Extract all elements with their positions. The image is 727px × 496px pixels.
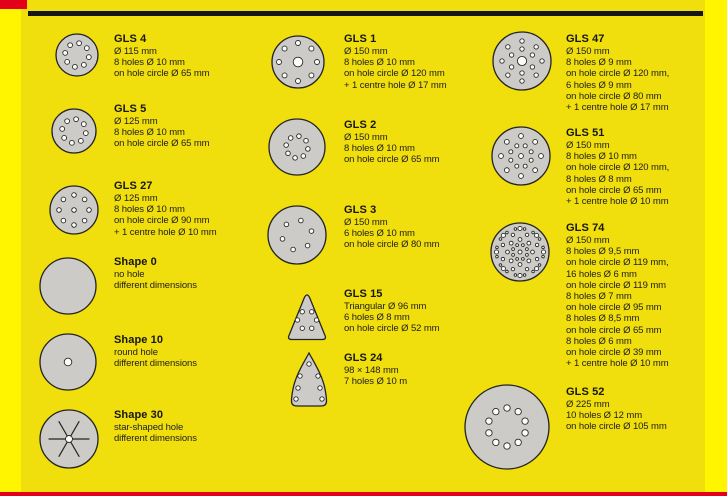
spec-line: no hole <box>114 269 145 280</box>
gls-1-disc-icon <box>270 34 326 90</box>
entry-title: GLS 27 <box>114 180 153 192</box>
gls-52-disc-icon <box>463 383 551 471</box>
entry-title: GLS 2 <box>344 119 377 131</box>
entry-title: Shape 0 <box>114 256 157 268</box>
top-rule-line <box>28 11 703 16</box>
red-corner-accent <box>0 0 27 9</box>
spec-line: on hole circle Ø 80 mm <box>566 90 662 102</box>
entry-title: GLS 5 <box>114 103 147 115</box>
entry-specs <box>566 46 726 113</box>
left-margin-strip <box>0 0 21 496</box>
spec-line: Ø 150 mm <box>344 217 388 228</box>
spec-line: Ø 150 mm <box>344 132 388 143</box>
gls-51-disc-icon <box>490 125 552 187</box>
spec-line: on hole circle Ø 119 mm, <box>566 257 669 269</box>
spec-line: on hole circle Ø 120 mm <box>344 68 445 80</box>
spec-line: on hole circle Ø 105 mm <box>566 421 667 433</box>
spec-line: 6 holes Ø 8 mm <box>344 312 410 324</box>
spec-line: + 1 centre hole Ø 10 mm <box>566 196 669 208</box>
gls-24-delta-pad-icon <box>290 351 329 409</box>
gls-74-disc-icon <box>489 221 551 283</box>
entry-title: GLS 15 <box>344 288 383 300</box>
spec-line: on hole circle Ø 65 mm <box>114 138 210 150</box>
spec-line: 8 holes Ø 10 mm <box>114 127 185 139</box>
spec-line: 8 holes Ø 8 mm <box>566 173 632 185</box>
spec-line: on hole circle Ø 119 mm <box>566 279 666 291</box>
entry-title: GLS 24 <box>344 352 383 364</box>
entry-specs <box>344 132 504 166</box>
spec-line: on hole circle Ø 65 mm <box>344 154 440 166</box>
entry-title: GLS 51 <box>566 127 605 139</box>
entry-title: Shape 30 <box>114 409 164 421</box>
entry-specs <box>566 399 726 433</box>
spec-line: 8 holes Ø 10 mm <box>344 143 415 155</box>
spec-line: different dimensions <box>114 280 197 292</box>
entry-specs <box>344 46 504 91</box>
spec-line: Ø 150 mm <box>566 235 610 246</box>
entry-specs <box>566 235 726 369</box>
entry-title: GLS 74 <box>566 222 605 234</box>
spec-line: Ø 150 mm <box>566 46 610 57</box>
spec-line: Ø 150 mm <box>566 140 610 151</box>
spec-line: Ø 225 mm <box>566 399 610 410</box>
entry-specs <box>344 301 504 335</box>
spec-line: + 1 centre hole Ø 10 mm <box>114 226 217 238</box>
spec-line: Triangular Ø 96 mm <box>344 301 427 312</box>
spec-line: Ø 150 mm <box>344 46 388 57</box>
spec-line: + 1 centre hole Ø 17 mm <box>566 102 669 114</box>
spec-line: 6 holes Ø 9 mm <box>566 79 632 91</box>
spec-line: on hole circle Ø 120 mm, <box>566 162 670 174</box>
spec-line: 8 holes Ø 8,5 mm <box>566 313 640 325</box>
entry-specs <box>344 217 504 251</box>
spec-line: 8 holes Ø 9 mm <box>566 57 632 69</box>
spec-line: Ø 125 mm <box>114 193 158 204</box>
shape-10-disc-icon <box>38 332 98 392</box>
spec-line: 8 holes Ø 10 mm <box>566 151 637 163</box>
spec-line: star-shaped hole <box>114 422 184 433</box>
spec-line: different dimensions <box>114 433 197 445</box>
spec-line: on hole circle Ø 39 mm <box>566 347 662 359</box>
entry-specs <box>114 422 274 444</box>
spec-line: on hole circle Ø 80 mm <box>344 239 440 251</box>
gls-4-disc-icon <box>54 32 100 78</box>
spec-line: 98 × 148 mm <box>344 365 399 376</box>
spec-line: on hole circle Ø 52 mm <box>344 323 440 335</box>
gls-15-triangle-icon <box>285 291 329 342</box>
spec-line: on hole circle Ø 65 mm <box>114 68 210 80</box>
entry-title: GLS 52 <box>566 386 605 398</box>
spec-line: on hole circle Ø 65 mm <box>566 184 662 196</box>
spec-line: 8 holes Ø 7 mm <box>566 291 632 303</box>
gls-2-disc-icon <box>267 117 327 177</box>
entry-title: Shape 10 <box>114 334 164 346</box>
spec-line: 8 holes Ø 10 mm <box>114 57 185 69</box>
spec-line: on hole circle Ø 90 mm <box>114 215 210 227</box>
shape-0-disc-icon <box>38 256 98 316</box>
gls-47-disc-icon <box>491 30 553 92</box>
spec-line: 8 holes Ø 10 mm <box>114 204 185 216</box>
spec-line: on hole circle Ø 65 mm <box>566 324 662 336</box>
entry-specs <box>114 193 274 238</box>
entry-title: GLS 47 <box>566 33 605 45</box>
gls-3-disc-icon <box>266 204 328 266</box>
spec-line: 10 holes Ø 12 mm <box>566 410 643 422</box>
red-bottom-strip <box>0 492 727 496</box>
entry-specs <box>114 269 274 291</box>
spec-line: 7 holes Ø 10 m <box>344 376 408 388</box>
spec-line: round hole <box>114 347 158 358</box>
entry-title: GLS 4 <box>114 33 147 45</box>
spec-line: Ø 115 mm <box>114 46 157 57</box>
spec-line: 6 holes Ø 10 mm <box>344 228 415 240</box>
gls-27-disc-icon <box>48 184 100 236</box>
spec-line: + 1 centre hole Ø 10 mm <box>566 358 669 370</box>
spec-line: + 1 centre hole Ø 17 mm <box>344 79 447 91</box>
entry-specs <box>114 347 274 369</box>
spec-line: on hole circle Ø 120 mm, <box>566 68 670 80</box>
entry-title: GLS 1 <box>344 33 377 45</box>
entry-title: GLS 3 <box>344 204 377 216</box>
entry-specs <box>114 116 274 150</box>
shape-30-star-disc-icon <box>38 408 100 470</box>
entry-specs <box>114 46 274 80</box>
spec-line: Ø 125 mm <box>114 116 158 127</box>
spec-line: 8 holes Ø 9,5 mm <box>566 246 640 258</box>
spec-line: 16 holes Ø 6 mm <box>566 268 637 280</box>
spec-line: on hole circle Ø 95 mm <box>566 302 662 314</box>
entry-specs <box>566 140 726 207</box>
spec-line: different dimensions <box>114 358 197 370</box>
gls-5-disc-icon <box>50 107 98 155</box>
spec-line: 8 holes Ø 10 mm <box>344 57 415 69</box>
spec-line: 8 holes Ø 6 mm <box>566 335 632 347</box>
